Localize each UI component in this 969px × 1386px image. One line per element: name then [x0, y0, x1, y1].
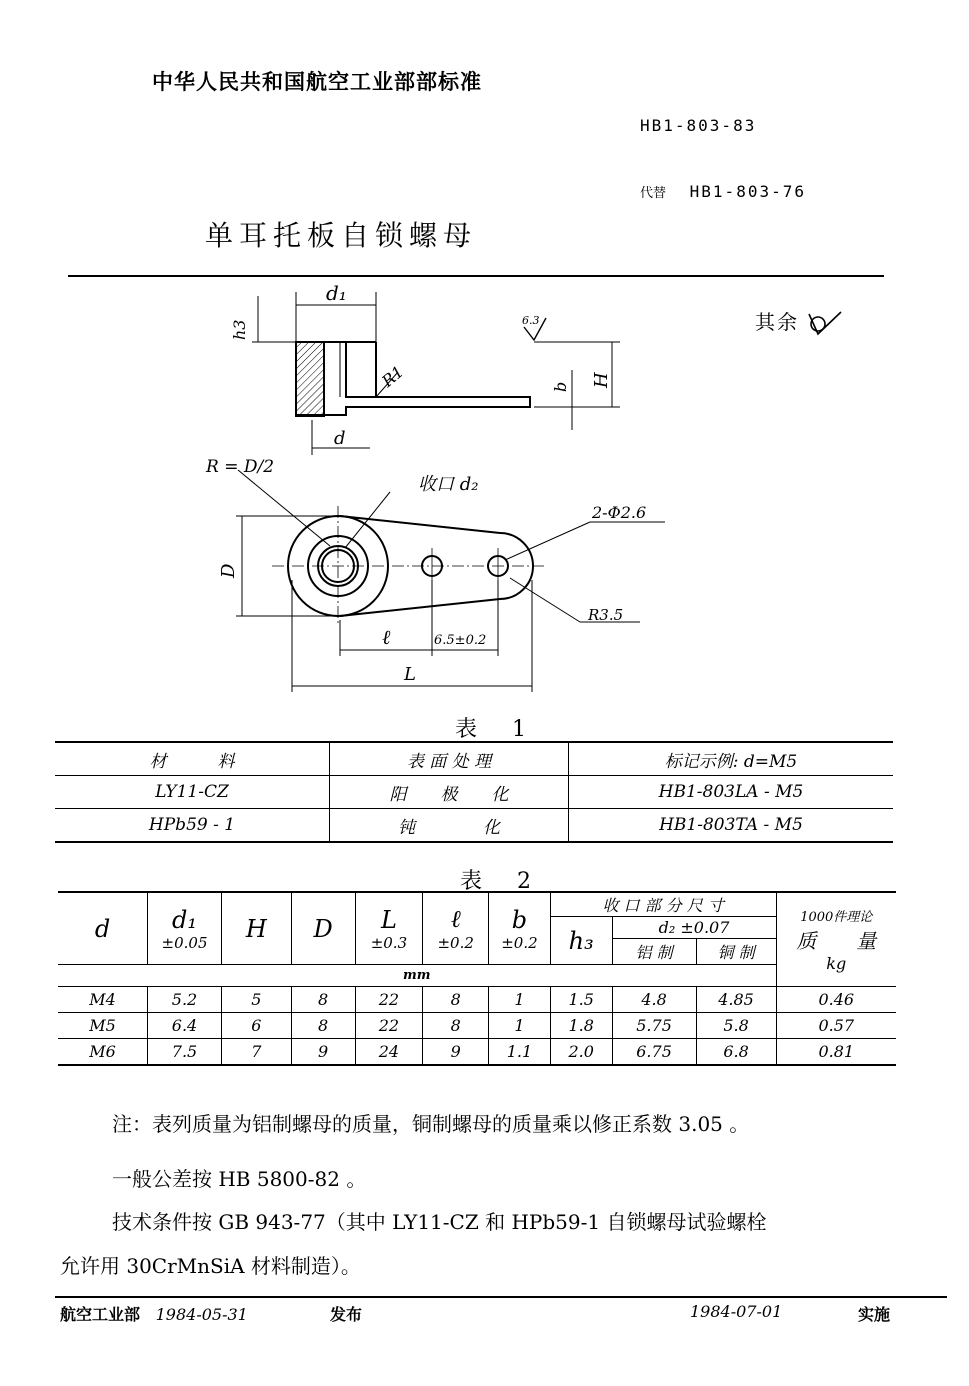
issuing-standard-header: 中华人民共和国航空工业部部标准 — [152, 70, 482, 94]
note-mass-correction: 注：表列质量为铝制螺母的质量，铜制螺母的质量乘以修正系数 3.05 。 — [112, 1112, 750, 1136]
t1-header-material: 材 料 — [55, 742, 330, 776]
t2-h-mass-top: 1000件理论 — [800, 910, 873, 925]
t2-cell: 8 — [423, 1013, 489, 1039]
dim-D: D — [218, 563, 239, 578]
dim-d1: d₁ — [326, 281, 347, 305]
t1-cell: LY11-CZ — [55, 776, 330, 809]
t1-cell: HPb59 - 1 — [55, 809, 330, 843]
t1-cell: HB1-803LA - M5 — [569, 776, 894, 809]
t2-h-d1-label: d₁ — [172, 905, 197, 934]
t2-cell: 4.8 — [612, 987, 696, 1013]
t2-cell: 5.2 — [148, 987, 222, 1013]
t1-header-treatment: 表 面 处 理 — [330, 742, 569, 776]
footer-rule — [55, 1296, 947, 1298]
dim-r1: R1 — [378, 361, 408, 391]
t2-h-d: d — [58, 892, 148, 965]
t2-h-d1 — [148, 892, 222, 965]
t1-cell: HB1-803TA - M5 — [659, 815, 803, 835]
t2-cell: 6.8 — [696, 1039, 776, 1066]
t2-cell: 6 — [221, 1013, 291, 1039]
t2-cell: M5 — [58, 1013, 148, 1039]
t2-h-L — [355, 892, 423, 965]
table-row — [58, 987, 896, 1013]
t2-h-L-tol: ±0.3 — [370, 933, 408, 952]
t2-cell: 8 — [291, 1013, 355, 1039]
dim-d: d — [334, 428, 346, 449]
table-row — [58, 1039, 896, 1066]
crimp-d2-label: 收口 d₂ — [418, 474, 479, 495]
table-row — [55, 809, 893, 843]
t2-cell: 1.8 — [550, 1013, 612, 1039]
t2-h-b-tol: ±0.2 — [501, 933, 538, 952]
t2-cell: 22 — [355, 1013, 423, 1039]
t2-h-mass-unit: kg — [826, 954, 847, 973]
t2-cell: M4 — [58, 987, 148, 1013]
t2-cell: 6.4 — [148, 1013, 222, 1039]
t1-header-marking: 标记示例: d=M5 — [569, 742, 894, 776]
t2-h-l — [423, 892, 489, 965]
dim-l-tol: 6.5±0.2 — [434, 633, 487, 648]
document-title: 单耳托板自锁螺母 — [205, 219, 478, 252]
t2-cell: 7 — [221, 1039, 291, 1066]
t2-h-L-label: L — [380, 905, 397, 934]
t2-h-mass-mid: 质 量 — [796, 929, 877, 953]
t2-cell: 1 — [489, 987, 551, 1013]
dim-H: H — [591, 372, 612, 388]
note-technical-conditions: 技术条件按 GB 943-77（其中 LY11-CZ 和 HPb59-1 自锁螺母试验螺栓 — [112, 1210, 767, 1234]
t2-h-mass — [776, 892, 896, 987]
dim-L: L — [404, 664, 416, 685]
t2-h-crimp-group: 收 口 部 分 尺 寸 — [550, 892, 776, 917]
rest-roughness-label: 其余 — [755, 310, 799, 334]
t2-h-d1-tol: ±0.05 — [161, 933, 208, 952]
t2-cell: 7.5 — [148, 1039, 222, 1066]
t2-cell: 0.81 — [776, 1039, 896, 1066]
t2-cell: 0.46 — [776, 987, 896, 1013]
t2-cell: 2.0 — [550, 1039, 612, 1066]
table-row — [55, 776, 893, 809]
replaces-label: 代替 — [640, 186, 667, 201]
replaced-code: HB1-803-76 — [689, 182, 806, 201]
t2-cell: 8 — [423, 987, 489, 1013]
footer-impl-date: 1984-07-01 — [690, 1302, 783, 1321]
dim-h3: h3 — [230, 319, 249, 340]
t2-cell: 1.1 — [489, 1039, 551, 1066]
t2-cell: 9 — [423, 1039, 489, 1066]
t2-h-al: 铝 制 — [612, 939, 696, 965]
dim-r35: R3.5 — [588, 606, 624, 624]
footer-org: 航空工业部 — [60, 1305, 141, 1324]
footer-issue-date: 1984-05-31 — [155, 1305, 248, 1324]
t1-cell: 钝 化 — [330, 809, 569, 843]
t2-h-b-label: b — [511, 905, 528, 934]
t2-h-cu: 铜 制 — [696, 939, 776, 965]
radius-formula: R = D/2 — [206, 457, 275, 477]
t2-cell: 6.75 — [612, 1039, 696, 1066]
dim-b: b — [551, 381, 570, 392]
t2-cell: 22 — [355, 987, 423, 1013]
t2-h-l-tol: ±0.2 — [437, 934, 474, 952]
table1-caption: 表 1 — [455, 717, 540, 742]
table1-materials — [55, 741, 893, 843]
roughness-value: 6.3 — [522, 314, 540, 327]
nut-section-hatch — [296, 342, 324, 416]
t2-cell: 1.5 — [550, 987, 612, 1013]
footer-impl-label: 实施 — [858, 1305, 891, 1324]
t2-cell: M6 — [58, 1039, 148, 1066]
t2-unit-row: mm — [58, 965, 776, 987]
note-general-tolerance: 一般公差按 HB 5800-82 。 — [112, 1167, 367, 1191]
table-row — [58, 1013, 896, 1039]
t1-cell: 阳 极 化 — [330, 776, 569, 809]
t2-cell: 1 — [489, 1013, 551, 1039]
table2-caption: 表 2 — [460, 869, 545, 894]
side-view — [252, 292, 620, 455]
footer-issuer — [60, 1302, 248, 1325]
hole-callout: 2-Φ2.6 — [592, 503, 647, 522]
t2-h-b — [489, 892, 551, 965]
note-technical-conditions-cont: 允许用 30CrMnSiA 材料制造）。 — [60, 1254, 361, 1278]
table2-dimensions — [58, 891, 896, 1066]
t2-cell: 8 — [291, 987, 355, 1013]
t2-cell: 9 — [291, 1039, 355, 1066]
t2-cell: 4.85 — [696, 987, 776, 1013]
t2-cell: 5.8 — [696, 1013, 776, 1039]
dim-l: ℓ — [382, 625, 391, 649]
t2-cell: 0.57 — [776, 1013, 896, 1039]
standard-code: HB1-803-83 — [640, 116, 757, 135]
t2-h-D: D — [291, 892, 355, 965]
t2-cell: 24 — [355, 1039, 423, 1066]
t2-h-d2: d₂ ±0.07 — [612, 917, 776, 939]
t2-cell: 5 — [221, 987, 291, 1013]
t2-h-H: H — [221, 892, 291, 965]
footer-issue-label: 发布 — [330, 1305, 363, 1324]
t2-h-l-label: ℓ — [450, 905, 461, 933]
t2-cell: 5.75 — [612, 1013, 696, 1039]
t2-h-h3: h₃ — [550, 917, 612, 965]
